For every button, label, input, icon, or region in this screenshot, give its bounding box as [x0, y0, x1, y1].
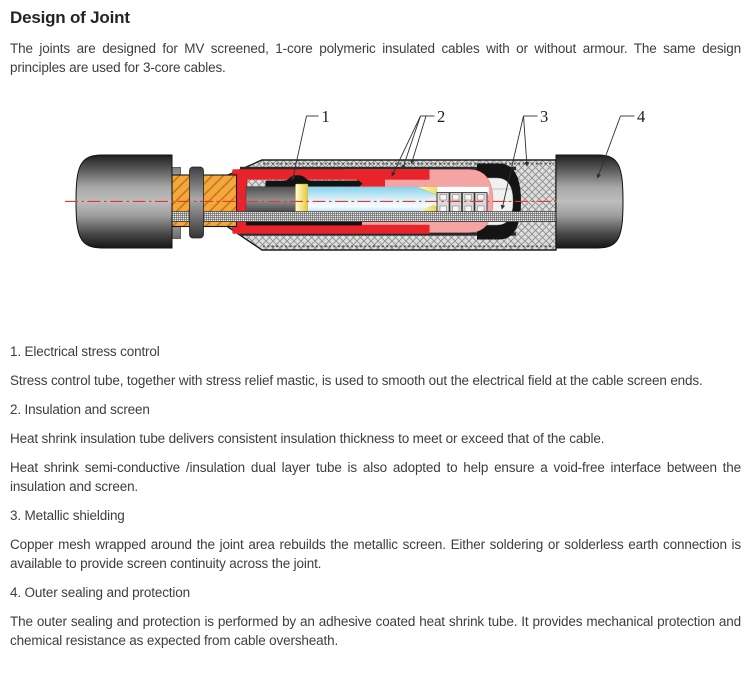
screen-braid — [147, 212, 556, 222]
section-3-heading: 3. Metallic shielding — [10, 508, 125, 523]
clamp-ring-right — [190, 167, 204, 238]
stress-relief-mastic — [296, 184, 309, 212]
section-2-paragraph-2: Heat shrink semi-conductive /insulation dual layer tube is also adopted to help ensure a void-free interface between the insulation and screen. — [10, 460, 741, 494]
page-title: Design of Joint — [10, 8, 130, 27]
callout-3-number: 3 — [540, 107, 549, 126]
mechanical-connector — [437, 193, 487, 214]
section-4-heading: 4. Outer sealing and protection — [10, 585, 190, 600]
section-1-heading: 1. Electrical stress control — [10, 344, 160, 359]
joint-diagram — [60, 98, 660, 268]
section-2-paragraph-1: Heat shrink insulation tube delivers consistent insulation thickness to meet or exceed that of the cable. — [10, 431, 605, 446]
cable-insulation — [308, 187, 437, 212]
outer-heatshrink-tube-right — [556, 155, 623, 248]
section-4-paragraph: The outer sealing and protection is performed by an adhesive coated heat shrink tube. It provides mechanical protection and chemical resistance as expected from cable oversheath. — [10, 614, 741, 648]
callout-2-number: 2 — [437, 107, 446, 126]
section-2-heading: 2. Insulation and screen — [10, 402, 150, 417]
section-3-paragraph: Copper mesh wrapped around the joint area rebuilds the metallic screen. Either soldering or solderless earth connection is available to provide screen continuity across the joint. — [10, 537, 741, 571]
cable-core-screen — [246, 187, 296, 212]
intro-paragraph: The joints are designed for MV screened, 1-core polymeric insulated cables with or without armour. The same design principles are used for 3-core cables. — [10, 41, 741, 75]
callout-1-number: 1 — [321, 107, 330, 126]
callout-4-number: 4 — [637, 107, 646, 126]
section-1-paragraph: Stress control tube, together with stress relief mastic, is used to smooth out the electrical field at the cable screen ends. — [10, 373, 703, 388]
